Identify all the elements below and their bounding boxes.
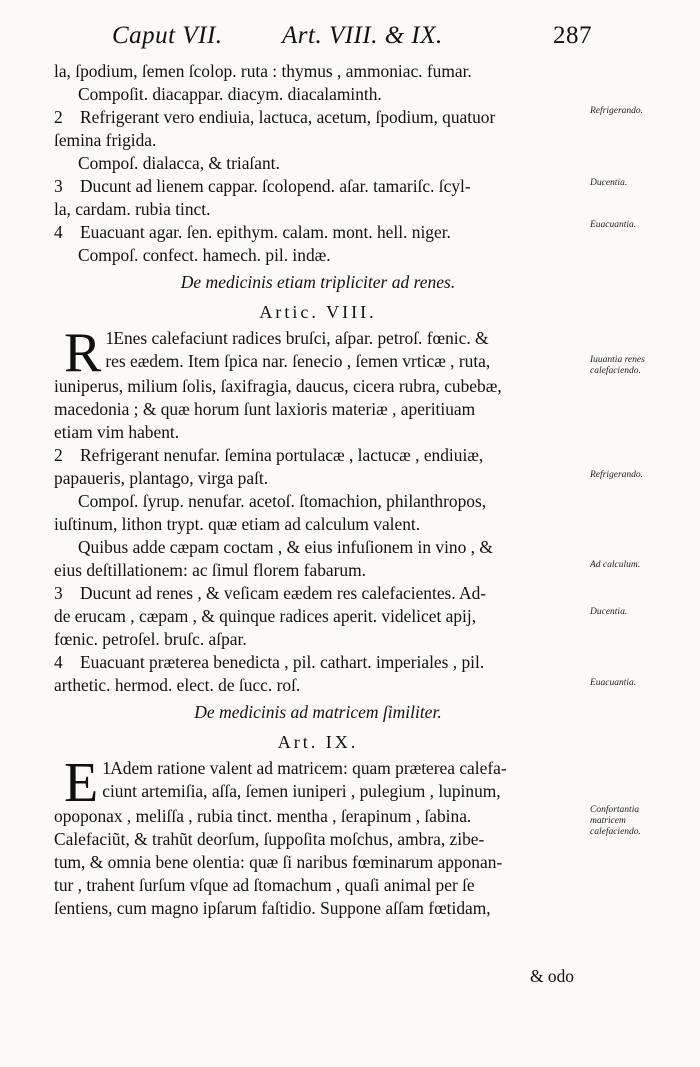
- paragraph-renes: [54, 322, 582, 444]
- item-number: 2: [54, 445, 63, 465]
- text-line: opoponax , meliſſa , rubia tinct. mentha , ſerapinum , ſabina.: [54, 806, 472, 826]
- section-intro-heading: De medicinis etiam tripliciter ad renes.: [180, 272, 456, 292]
- text-span: Enes calefaciunt radices bruſci, aſpar. petroſ. fœnic. &: [113, 328, 489, 348]
- section-intro-heading: De medicinis ad matricem ſimiliter.: [194, 702, 442, 722]
- text-line: ſemina frigida.: [54, 130, 157, 150]
- text-line: ſentiens, cum magno ipſarum faſtidio. Suppone aſſam fœtidam,: [54, 898, 491, 918]
- text-line: res eædem. Item ſpica nar. ſenecio , ſemen vrticæ , ruta,: [105, 351, 491, 371]
- header-chapter: Caput VII.: [112, 22, 223, 49]
- text-line: iuniperus, milium ſolis, ſaxifragia, daucus, cicera rubra, cubebæ,: [54, 376, 502, 396]
- marginal-note: Euacuantia.: [590, 678, 637, 688]
- item-number: 3: [54, 176, 63, 196]
- text-span: Euacuant agar. ſen. epithym. calam. mont. hell. niger.: [80, 222, 451, 242]
- marginal-note: Refrigerando.: [590, 106, 644, 116]
- text-span: Adem ratione valent ad matricem: quam præterea calefa-: [110, 758, 507, 778]
- header-articles: Art. VIII. & IX.: [282, 22, 443, 49]
- text-line: Compoſ. dialacca, & triaſant.: [78, 153, 280, 173]
- marginal-note: Refrigerando.: [590, 470, 644, 480]
- item-number: 1: [105, 328, 115, 348]
- running-header: [112, 22, 592, 50]
- text-line: Compoſit. diacappar. diacym. diacalaminth.: [78, 84, 382, 104]
- text-line: la, ſpodium, ſemen ſcolop. ruta : thymus , ammoniac. fumar.: [54, 61, 472, 81]
- marginal-note: Confortantia matricem calefaciendo.: [590, 805, 641, 837]
- text-line: tum, & omnia bene olentia: quæ ſi naribus fœminarum apponan-: [54, 852, 503, 872]
- text-span: Refrigerant nenufar. ſemina portulacæ , lactucæ , endiuiæ,: [80, 445, 484, 465]
- text-span: Refrigerant vero endiuia, lactuca, acetum, ſpodium, quatuor: [80, 107, 496, 127]
- item-number: 3: [54, 583, 63, 603]
- text-line: macedonia ; & quæ horum ſunt laxioris materiæ , aperitiuam: [54, 399, 476, 419]
- text-line: ciunt artemiſia, aſſa, ſemen iuniperi , pulegium , lupinum,: [102, 781, 501, 801]
- catchword: & odo: [530, 966, 574, 986]
- paragraph-matricem: [54, 752, 582, 920]
- text-line: eius deſtillationem: ac ſimul florem fabarum.: [54, 560, 366, 580]
- marginal-note: Ducentia.: [590, 178, 628, 188]
- text-line: la, cardam. rubia tinct.: [54, 199, 211, 219]
- text-line: Compoſ. ſyrup. nenufar. acetoſ. ſtomachion, philanthropos,: [78, 491, 487, 511]
- text-line: iuſtinum, lithon trypt. quæ etiam ad calculum valent.: [54, 514, 421, 534]
- text-line: [54, 444, 582, 467]
- text-line: [54, 651, 582, 674]
- item-number: 4: [54, 652, 63, 672]
- text-span: Euacuant præterea benedicta , pil. cathart. imperiales , pil.: [80, 652, 485, 672]
- text-line: Calefaciũt, & trahũt deorſum, ſuppoſita moſchus, ambra, zibe-: [54, 829, 485, 849]
- text-line: tur , trahent ſurſum vſque ad ſtomachum , quaſi animal per ſe: [54, 875, 475, 895]
- drop-cap: R: [64, 322, 102, 384]
- article-heading: Artic. VIII.: [259, 302, 377, 322]
- text-line: Quibus adde cæpam coctam , & eius infuſionem in vino , &: [78, 537, 493, 557]
- text-span: Ducunt ad lienem cappar. ſcolopend. aſar. tamariſc. ſcyl-: [80, 176, 471, 196]
- marginal-note: Euacuantia.: [590, 220, 637, 230]
- item-number: 4: [54, 222, 63, 242]
- text-line: fœnic. petroſel. bruſc. aſpar.: [54, 629, 247, 649]
- article-heading: Art. IX.: [277, 732, 359, 752]
- text-line: [54, 175, 582, 198]
- text-line: de erucam , cæpam , & quinque radices aperit. videlicet apij,: [54, 606, 477, 626]
- marginal-note: Iuuantia renes calefaciendo.: [590, 355, 645, 376]
- text-line: Compoſ. confect. hamech. pil. indæ.: [78, 245, 331, 265]
- text-line: papaueris, plantago, virga paſt.: [54, 468, 269, 488]
- marginal-note: Ad calculum.: [590, 560, 641, 570]
- text-line: [54, 106, 582, 129]
- text-line: [54, 221, 582, 244]
- item-number: 1: [102, 758, 111, 778]
- text-line: etiam vim habent.: [54, 422, 180, 442]
- marginal-note: Ducentia.: [590, 607, 628, 617]
- drop-cap: E: [64, 752, 99, 814]
- main-text: [54, 60, 582, 920]
- text-span: Ducunt ad renes , & veſicam eædem res calefacientes. Ad-: [80, 583, 487, 603]
- page-number: 287: [553, 22, 592, 49]
- text-line: arthetic. hermod. elect. de ſucc. roſ.: [54, 675, 301, 695]
- item-number: 2: [54, 107, 63, 127]
- text-line: [54, 582, 582, 605]
